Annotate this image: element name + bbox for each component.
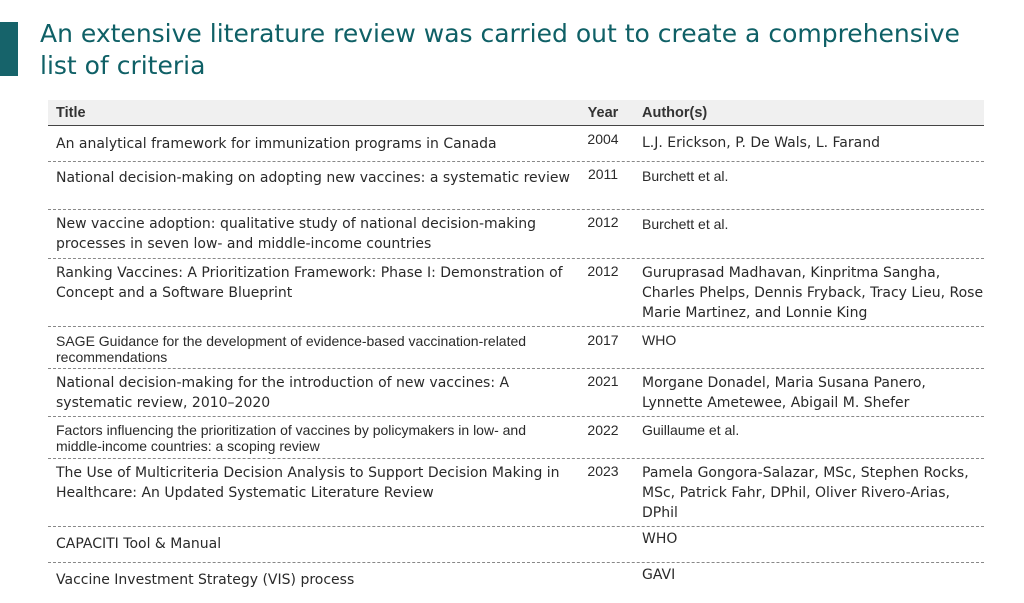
- row-title: New vaccine adoption: qualitative study of national decision-making processes in seven low- and middle-income countries: [56, 216, 537, 252]
- row-year: 2017: [587, 332, 619, 348]
- row-title: CAPACITI Tool & Manual: [56, 536, 222, 552]
- table-row: [48, 259, 984, 327]
- row-title: Vaccine Investment Strategy (VIS) process: [56, 572, 355, 588]
- row-title: An analytical framework for immunization programs in Canada: [56, 136, 497, 152]
- table-header: [48, 100, 984, 126]
- row-year: 2023: [587, 463, 619, 479]
- table-row: [48, 126, 984, 162]
- header-title: Title: [56, 104, 86, 121]
- row-authors: Pamela Gongora-Salazar, MSc, Stephen Rocks, MSc, Patrick Fahr, DPhil, Oliver Rivero-Arias, DPhil: [642, 465, 969, 521]
- table-row: [48, 210, 984, 259]
- row-authors: Morgane Donadel, Maria Susana Panero, Lynnette Ametewee, Abigail M. Shefer: [642, 375, 926, 411]
- row-year: 2012: [587, 214, 619, 230]
- row-authors: WHO: [642, 332, 677, 348]
- slide-title: An extensive literature review was carried out to create a comprehensive list of criteria: [40, 19, 960, 80]
- accent-bar: [0, 22, 18, 76]
- header-authors: Author(s): [642, 104, 708, 121]
- table-row: [48, 369, 984, 417]
- row-authors: WHO: [642, 531, 678, 547]
- table-row: [48, 527, 984, 563]
- row-title: National decision-making on adopting new vaccines: a systematic review: [56, 170, 570, 186]
- table-row: [48, 417, 984, 459]
- table-row: [48, 327, 984, 369]
- row-title: The Use of Multicriteria Decision Analysis to Support Decision Making in Healthcare: An Updated Systematic Literature Review: [56, 465, 560, 501]
- row-authors: L.J. Erickson, P. De Wals, L. Farand: [642, 135, 880, 151]
- row-title: Ranking Vaccines: A Prioritization Framework: Phase I: Demonstration of Concept and a Software Blueprint: [56, 265, 563, 301]
- table-row: [48, 459, 984, 527]
- row-title: Factors influencing the prioritization of vaccines by policymakers in low- and middle-income countries: a scoping review: [56, 422, 526, 454]
- row-authors: Guruprasad Madhavan, Kinpritma Sangha, Charles Phelps, Dennis Fryback, Tracy Lieu, Rose Marie Martinez, and Lonnie King: [642, 265, 984, 321]
- row-year: 2021: [587, 373, 619, 389]
- row-year: 2012: [587, 263, 619, 279]
- row-year: [570, 527, 636, 562]
- row-year: 2011: [587, 166, 619, 182]
- row-authors: Burchett et al.: [642, 216, 729, 232]
- table-row: [48, 162, 984, 210]
- row-title: SAGE Guidance for the development of evidence-based vaccination-related recommendations: [56, 333, 527, 365]
- row-authors: GAVI: [642, 567, 676, 583]
- header-year: Year: [587, 104, 619, 121]
- row-year: 2004: [587, 131, 619, 147]
- row-year: 2022: [587, 422, 619, 438]
- row-authors: Burchett et al.: [642, 168, 729, 184]
- table-row: [48, 563, 984, 603]
- row-authors: Guillaume et al.: [642, 422, 740, 438]
- row-year: [570, 563, 636, 603]
- row-title: National decision-making for the introduction of new vaccines: A systematic review, 2010–2020: [56, 375, 510, 411]
- literature-table: [48, 100, 984, 603]
